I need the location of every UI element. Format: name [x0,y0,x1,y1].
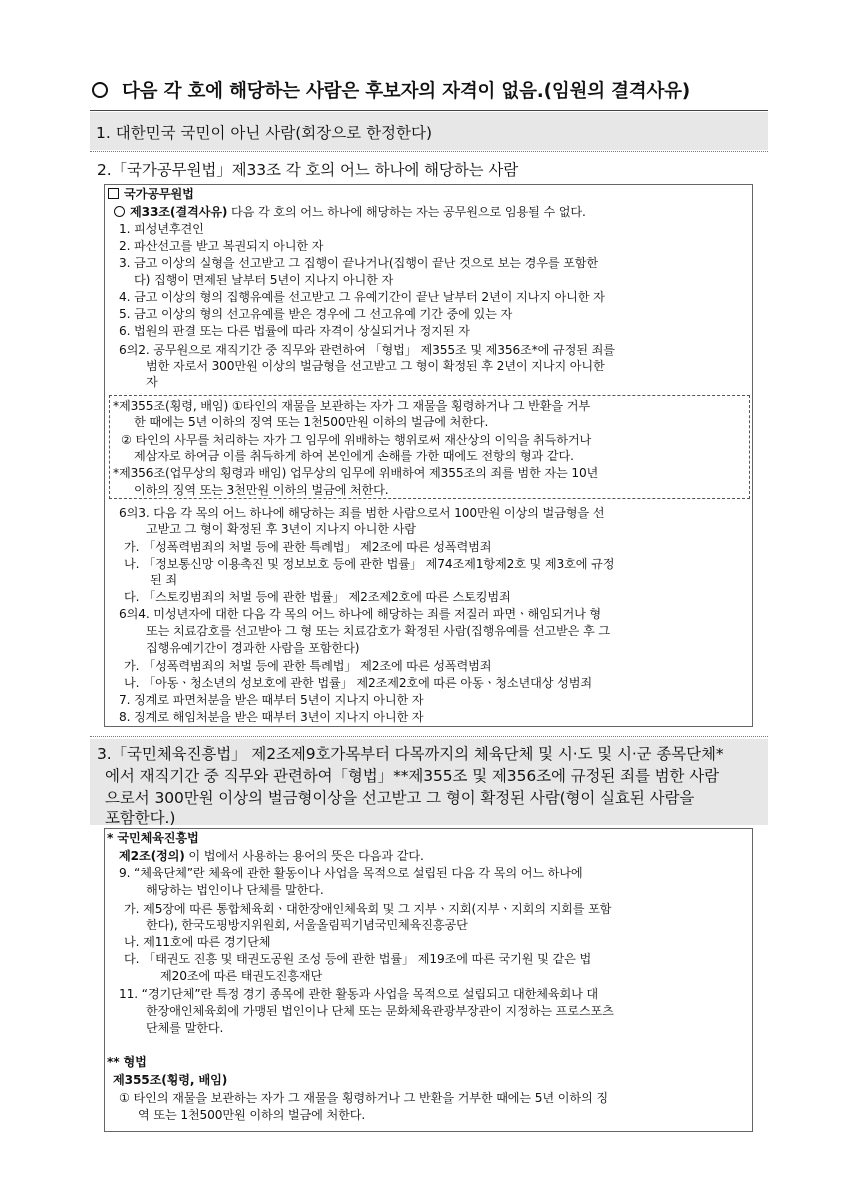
clause-line: 가. 「성폭력범죄의 처벌 등에 관한 특례법」 제2조에 따른 성폭력범죄 [124,540,492,554]
item-1-band [90,112,768,150]
article-33-title: 제33조(결격사유) [130,205,228,219]
clause-line: 한장애인체육회에 가맹된 법인이나 단체 또는 문화체육관광부장관이 지정하는 프로스포츠 [146,1004,614,1018]
clause-line: ① 타인의 재물을 보관하는 자가 그 재물을 횡령하거나 그 반환을 거부한 때에는 5년 이하의 징 [119,1091,608,1105]
clause-line: 11. “경기단체”란 특정 경기 종목에 관한 활동과 사업을 목적으로 설립되고 대한체육회나 대 [119,987,599,1001]
article-2-intro: 이 법에서 사용하는 용어의 뜻은 다음과 같다. [184,849,424,863]
clause-line: 다) 집행이 면제된 날부터 5년이 지나지 아니한 자 [134,273,394,287]
law-title: * 국민체육진흥법 [107,831,199,845]
clause-line: 6. 법원의 판결 또는 다른 법률에 따라 자격이 상실되거나 정지된 자 [119,324,470,338]
divider [90,736,768,737]
note-line: *제355조(횡령, 배임) ①타인의 재물을 보관하는 자가 그 재물을 횡령하거나 그 반환을 거부 [113,399,590,413]
clause-line: 다. 「스토킹범죄의 처벌 등에 관한 법률」 제2조제2호에 따른 스토킹범죄 [124,590,511,604]
law-title [108,186,194,203]
item-1-text: 1. 대한민국 국민이 아닌 사람(회장으로 한정한다) [96,124,433,142]
law-title-text: 국가공무원법 [124,187,194,201]
note-line: *제356조(업무상의 횡령과 배임) 업무상의 임무에 위배하여 제355조의 죄를 범한 자는 10년 [113,466,599,480]
clause-line: 제20조에 따른 태권도진흥재단 [160,969,323,983]
note-line: 이하의 징역 또는 3천만원 이하의 벌금에 처한다. [134,483,389,497]
page-title [92,77,782,103]
article-2-heading [119,848,424,865]
item-3-line: 에서 재직기간 중 직무와 관련하여「형법」**제355조 및 제356조에 규정된 죄를 범한 사람 [105,767,720,785]
article-33-intro: 다음 각 호의 어느 하나에 해당하는 자는 공무원으로 임용될 수 없다. [227,205,586,219]
clause-line: 또는 치료감호를 선고받아 그 형 또는 치료감호가 확정된 사람(집행유예를 선고받은 후 그 [146,624,611,638]
item-3-line: 으로서 300만원 이상의 벌금형이상을 선고받고 그 형이 확정된 사람(형이 실효된 사람을 [105,789,695,807]
clause-line: 6의4. 미성년자에 대한 다음 각 목의 어느 하나에 해당하는 죄를 저질러 파면ㆍ해임되거나 형 [119,607,602,621]
divider [90,110,768,111]
clause-line: 고받고 그 형이 확정된 후 3년이 지나지 아니한 사람 [146,522,416,536]
note-line: 한 때에는 5년 이하의 징역 또는 1천500만원 이하의 벌금에 처한다. [134,415,489,429]
circle-bullet-icon [92,82,108,98]
clause-line: 8. 징계로 해임처분을 받은 때부터 3년이 지나지 아니한 자 [119,710,424,724]
clause-line: 3. 금고 이상의 실형을 선고받고 그 집행이 끝나거나(집행이 끝난 것으로 보는 경우를 포함한 [119,256,599,270]
clause-line: 단체를 말한다. [146,1021,224,1035]
clause-line: 가. 「성폭력범죄의 처벌 등에 관한 특례법」 제2조에 따른 성폭력범죄 [124,659,492,673]
item-3-line: 3.「국민체육진흥법」 제2조제9호가목부터 다목까지의 체육단체 및 시·도 및 시·군 종목단체* [97,745,724,763]
clause-line: 6의2. 공무원으로 재직기간 중 직무와 관련하여 「형법」 제355조 및 제356조*에 규정된 죄를 [119,343,615,357]
article-33-heading [114,204,586,221]
note-line: 제삼자로 하여금 이를 취득하게 하여 본인에게 손해를 가한 때에도 전항의 형과 같다. [134,449,574,463]
law-title: ** 형법 [107,1055,147,1069]
clause-line: 가. 제5장에 따른 통합체육회ㆍ대한장애인체육회 및 그 지부ㆍ지회(지부ㆍ지회의 지회를 포함 [124,902,612,916]
clause-line: 6의3. 다음 각 목의 어느 하나에 해당하는 죄를 범한 사람으로서 100만원 이상의 벌금형을 선 [119,506,605,520]
clause-line: 집행유예기간이 경과한 사람을 포함한다) [146,641,360,655]
note-line: ② 타인의 사무를 처리하는 자가 그 임무에 위배하는 행위로써 재산상의 이익을 취득하거나 [121,433,592,447]
clause-line: 역 또는 1천500만원 이하의 벌금에 처한다. [138,1108,366,1122]
item-2-text: 2.「국가공무원법」제33조 각 호의 어느 하나에 해당하는 사람 [97,161,519,179]
article-2-title: 제2조(정의) [119,849,185,863]
clause-line: 나. 「아동ㆍ청소년의 성보호에 관한 법률」 제2조제2호에 따른 아동ㆍ청소년대상 성범죄 [124,676,592,690]
divider [90,151,768,152]
clause-line: 4. 금고 이상의 형의 집행유예를 선고받고 그 유예기간이 끝난 날부터 2년이 지나지 아니한 자 [119,290,605,304]
square-bullet-icon [108,188,119,199]
clause-line: 다. 「태권도 진흥 및 태권도공원 조성 등에 관한 법률」 제19조에 따른 국기원 및 같은 법 [124,952,592,966]
article-355-title: 제355조(횡령, 배임) [113,1073,228,1087]
clause-line: 자 [146,375,158,389]
clause-line: 2. 파산선고를 받고 복권되지 아니한 자 [119,239,324,253]
clause-line: 나. 제11호에 따른 경기단체 [124,935,271,949]
clause-line: 나. 「정보통신망 이용촉진 및 정보보호 등에 관한 법률」 제74조제1항제2호 및 제3호에 규정 [124,557,615,571]
clause-line: 9. “체육단체”란 체육에 관한 활동이나 사업을 목적으로 설립된 다음 각 목의 어느 하나에 [119,866,583,880]
clause-line: 7. 징계로 파면처분을 받은 때부터 5년이 지나지 아니한 자 [119,693,424,707]
item-3-line: 포함한다.) [105,809,176,827]
clause-line: 범한 자로서 300만원 이상의 벌금형을 선고받고 그 형이 확정된 후 2년이 지나지 아니한 [146,359,605,373]
circle-bullet-icon [114,206,125,217]
clause-line: 된 죄 [150,573,177,587]
clause-line: 해당하는 법인이나 단체를 말한다. [146,883,324,897]
clause-line: 1. 피성년후견인 [119,222,204,236]
clause-line: 한다), 한국도핑방지위원회, 서울올림픽기념국민체육진흥공단 [146,918,468,932]
clause-line: 5. 금고 이상의 형의 선고유예를 받은 경우에 그 선고유예 기간 중에 있는 자 [119,307,513,321]
page-title-text: 다음 각 호에 해당하는 사람은 후보자의 자격이 없음.(임원의 결격사유) [122,81,691,102]
